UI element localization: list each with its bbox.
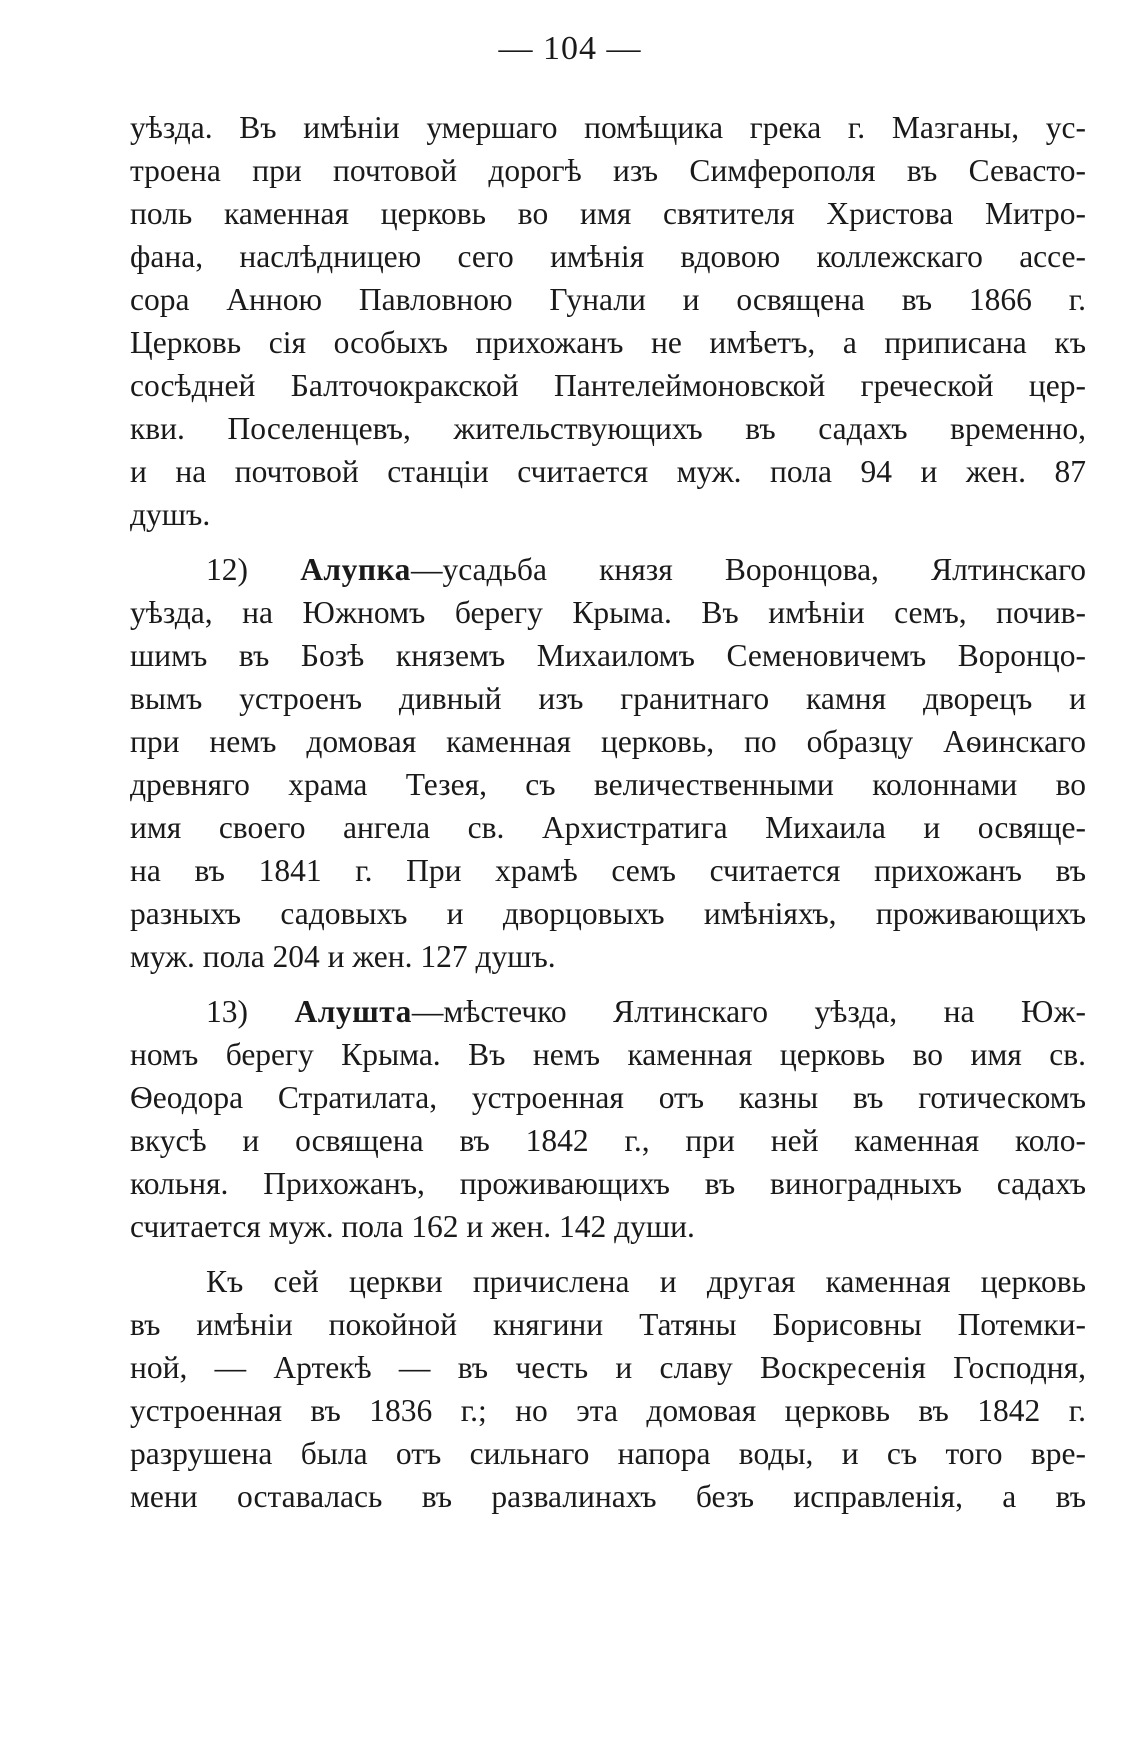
text-line: кви. Поселенцевъ, жительствующихъ въ садахъ временно, [130, 411, 1086, 446]
text-line: имя своего ангела св. Архистратига Михаила и освяще- [130, 810, 1086, 845]
text-line: кольня. Прихожанъ, проживающихъ въ виноградныхъ садахъ [130, 1166, 1086, 1201]
entry-number: 13) [206, 994, 248, 1029]
paragraph-artek [130, 1260, 1086, 1518]
text-line: ной, — Артекѣ — въ честь и славу Воскресенія Господня, [130, 1350, 1086, 1385]
entry-first-line [130, 990, 1086, 1033]
text-line: уѣзда. Въ имѣніи умершаго помѣщика грека г. Мазганы, ус- [130, 110, 1086, 145]
text-line: разныхъ садовыхъ и дворцовыхъ имѣніяхъ, проживающихъ [130, 896, 1086, 931]
text-line: уѣзда, на Южномъ берегу Крыма. Въ имѣніи семъ, почив- [130, 595, 1086, 630]
text-line: мени оставалась въ развалинахъ безъ исправленія, а въ [130, 1479, 1086, 1514]
text-line: считается муж. пола 162 и жен. 142 души. [130, 1209, 695, 1244]
entry-heading: Алупка [300, 552, 411, 587]
entry-number: 12) [206, 552, 248, 587]
text-line: душъ. [130, 497, 211, 532]
text-fragment: —мѣстечко Ялтинскаго уѣзда, на Юж- [411, 994, 1086, 1029]
text-line: поль каменная церковь во имя святителя Христова Митро- [130, 196, 1086, 231]
text-line: въ имѣніи покойной княгини Татяны Борисовны Потемки- [130, 1307, 1086, 1342]
text-line: Къ сей церкви причислена и другая каменная церковь [206, 1264, 1086, 1299]
text-line: Церковь сія особыхъ прихожанъ не имѣетъ, а приписана къ [130, 325, 1086, 360]
entry-alupka [130, 548, 1086, 978]
text-line: Ѳеодора Стратилата, устроенная отъ казны въ готическомъ [130, 1080, 1086, 1115]
text-line: устроенная въ 1836 г.; но эта домовая церковь въ 1842 г. [130, 1393, 1086, 1428]
text-line: вымъ устроенъ дивный изъ гранитнаго камня дворецъ и [130, 681, 1086, 716]
entry-heading: Алушта [294, 994, 412, 1029]
text-line: шимъ въ Бозѣ княземъ Михаиломъ Семеновичемъ Воронцо- [130, 638, 1086, 673]
entry-alushta [130, 990, 1086, 1248]
page-number: — 104 — [498, 30, 642, 67]
text-line: фана, наслѣдницею сего имѣнія вдовою коллежскаго ассе- [130, 239, 1086, 274]
text-line: сора Анною Павловною Гунали и освящена въ 1866 г. [130, 282, 1086, 317]
text-line: древняго храма Тезея, съ величественными колоннами во [130, 767, 1086, 802]
text-line: на въ 1841 г. При храмѣ семъ считается прихожанъ въ [130, 853, 1086, 888]
entry-first-line [130, 548, 1086, 591]
text-line: вкусѣ и освящена въ 1842 г., при ней каменная коло- [130, 1123, 1086, 1158]
text-line: троена при почтовой дорогѣ изъ Симферополя въ Севасто- [130, 153, 1086, 188]
text-line: разрушена была отъ сильнаго напора воды, и съ того вре- [130, 1436, 1086, 1471]
text-line: номъ берегу Крыма. Въ немъ каменная церковь во имя св. [130, 1037, 1086, 1072]
paragraph-mazgany [130, 106, 1086, 536]
body-text [130, 106, 1086, 1518]
text-line: при немъ домовая каменная церковь, по образцу Аѳинскаго [130, 724, 1086, 759]
text-line: муж. пола 204 и жен. 127 душъ. [130, 939, 556, 974]
text-line: и на почтовой станціи считается муж. пола 94 и жен. 87 [130, 454, 1086, 489]
text-line: сосѣдней Балточокракской Пантелеймоновской греческой цер- [130, 368, 1086, 403]
text-fragment: —усадьба князя Воронцова, Ялтинскаго [410, 552, 1086, 587]
